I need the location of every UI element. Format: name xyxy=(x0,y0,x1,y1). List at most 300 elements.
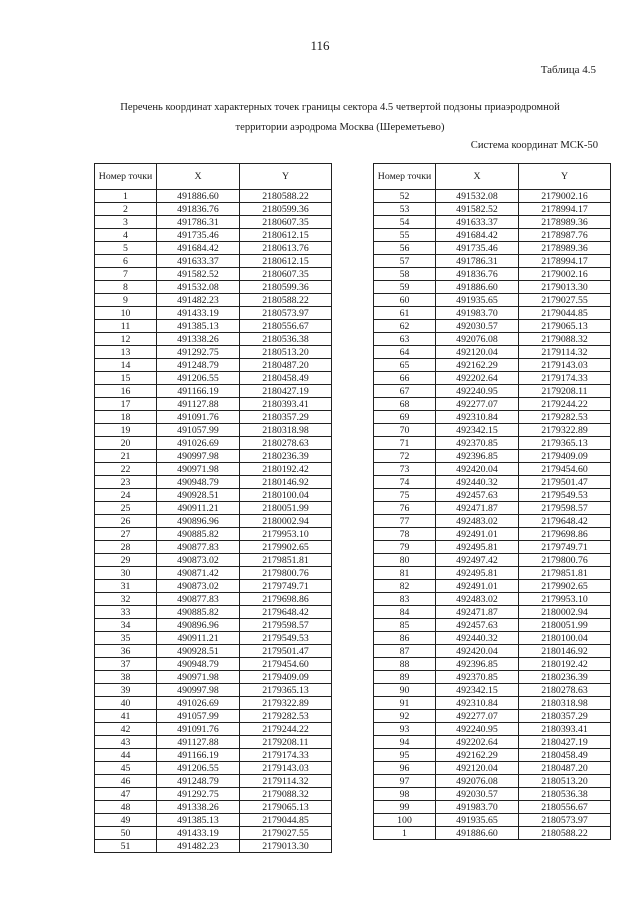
table-row xyxy=(95,333,332,346)
table-row xyxy=(95,801,332,814)
y-coordinate-cell: 2180002.94 xyxy=(519,606,611,619)
point-number-cell: 72 xyxy=(374,450,436,463)
point-number-cell: 66 xyxy=(374,372,436,385)
y-coordinate-cell: 2180427.19 xyxy=(519,736,611,749)
table-row xyxy=(95,372,332,385)
table-row xyxy=(374,463,611,476)
point-number-cell: 100 xyxy=(374,814,436,827)
y-coordinate-cell: 2179749.71 xyxy=(519,541,611,554)
x-coordinate-cell: 491836.76 xyxy=(436,268,519,281)
point-number-cell: 86 xyxy=(374,632,436,645)
table-row xyxy=(374,814,611,827)
y-coordinate-cell: 2180536.38 xyxy=(519,788,611,801)
y-coordinate-cell: 2180192.42 xyxy=(240,463,332,476)
table-row xyxy=(95,437,332,450)
point-number-cell: 54 xyxy=(374,216,436,229)
table-row xyxy=(374,398,611,411)
point-number-cell: 27 xyxy=(95,528,157,541)
x-coordinate-cell: 492030.57 xyxy=(436,320,519,333)
y-coordinate-cell: 2179027.55 xyxy=(240,827,332,840)
table-row xyxy=(374,281,611,294)
table-row xyxy=(374,203,611,216)
y-coordinate-cell: 2180357.29 xyxy=(519,710,611,723)
table-row xyxy=(95,281,332,294)
y-coordinate-cell: 2179114.32 xyxy=(519,346,611,359)
y-coordinate-cell: 2179648.42 xyxy=(240,606,332,619)
table-row xyxy=(374,554,611,567)
point-number-cell: 52 xyxy=(374,190,436,203)
point-number-cell: 89 xyxy=(374,671,436,684)
x-coordinate-cell: 491166.19 xyxy=(157,385,240,398)
point-number-cell: 65 xyxy=(374,359,436,372)
y-coordinate-cell: 2180051.99 xyxy=(240,502,332,515)
point-number-cell: 4 xyxy=(95,229,157,242)
x-coordinate-cell: 492370.85 xyxy=(436,671,519,684)
table-row xyxy=(374,671,611,684)
table-row xyxy=(374,268,611,281)
x-coordinate-cell: 491127.88 xyxy=(157,398,240,411)
x-coordinate-cell: 492370.85 xyxy=(436,437,519,450)
x-coordinate-cell: 490948.79 xyxy=(157,658,240,671)
x-coordinate-cell: 492277.07 xyxy=(436,398,519,411)
x-coordinate-cell: 491292.75 xyxy=(157,346,240,359)
y-coordinate-cell: 2179322.89 xyxy=(519,424,611,437)
point-number-cell: 11 xyxy=(95,320,157,333)
x-coordinate-cell: 491935.65 xyxy=(436,814,519,827)
point-number-cell: 98 xyxy=(374,788,436,801)
y-coordinate-cell: 2180100.04 xyxy=(240,489,332,502)
point-number-cell: 33 xyxy=(95,606,157,619)
point-number-cell: 73 xyxy=(374,463,436,476)
x-coordinate-cell: 492420.04 xyxy=(436,463,519,476)
table-row xyxy=(95,762,332,775)
x-coordinate-cell: 492457.63 xyxy=(436,489,519,502)
table-row xyxy=(374,788,611,801)
point-number-cell: 8 xyxy=(95,281,157,294)
point-number-cell: 93 xyxy=(374,723,436,736)
point-number-cell: 13 xyxy=(95,346,157,359)
x-coordinate-cell: 490873.02 xyxy=(157,554,240,567)
x-coordinate-cell: 491248.79 xyxy=(157,359,240,372)
point-number-cell: 55 xyxy=(374,229,436,242)
point-number-cell: 12 xyxy=(95,333,157,346)
x-coordinate-cell: 491338.26 xyxy=(157,801,240,814)
y-coordinate-cell: 2180487.20 xyxy=(519,762,611,775)
table-row xyxy=(95,203,332,216)
x-coordinate-cell: 491684.42 xyxy=(436,229,519,242)
y-coordinate-cell: 2180613.76 xyxy=(240,242,332,255)
point-number-cell: 78 xyxy=(374,528,436,541)
table-row xyxy=(374,697,611,710)
x-coordinate-cell: 491532.08 xyxy=(157,281,240,294)
point-number-cell: 35 xyxy=(95,632,157,645)
y-coordinate-cell: 2179027.55 xyxy=(519,294,611,307)
y-coordinate-cell: 2179549.53 xyxy=(240,632,332,645)
y-coordinate-cell: 2180573.97 xyxy=(519,814,611,827)
x-coordinate-cell: 490873.02 xyxy=(157,580,240,593)
x-coordinate-cell: 492162.29 xyxy=(436,749,519,762)
x-coordinate-cell: 492202.64 xyxy=(436,736,519,749)
table-row xyxy=(95,580,332,593)
x-coordinate-cell: 490877.83 xyxy=(157,593,240,606)
y-coordinate-cell: 2179409.09 xyxy=(519,450,611,463)
point-number-cell: 92 xyxy=(374,710,436,723)
table-row xyxy=(374,580,611,593)
y-coordinate-cell: 2179454.60 xyxy=(519,463,611,476)
point-number-cell: 56 xyxy=(374,242,436,255)
x-coordinate-cell: 491983.70 xyxy=(436,801,519,814)
table-row xyxy=(95,268,332,281)
table-row xyxy=(95,255,332,268)
table-row xyxy=(374,346,611,359)
point-number-cell: 32 xyxy=(95,593,157,606)
point-number-cell: 6 xyxy=(95,255,157,268)
table-label: Таблица 4.5 xyxy=(540,64,596,76)
point-number-cell: 82 xyxy=(374,580,436,593)
point-number-cell: 79 xyxy=(374,541,436,554)
x-coordinate-cell: 492420.04 xyxy=(436,645,519,658)
x-coordinate-cell: 491206.55 xyxy=(157,372,240,385)
x-coordinate-cell: 490896.96 xyxy=(157,619,240,632)
y-coordinate-cell: 2180192.42 xyxy=(519,658,611,671)
x-coordinate-cell: 491886.60 xyxy=(436,827,519,840)
x-coordinate-cell: 491338.26 xyxy=(157,333,240,346)
page-number: 116 xyxy=(310,38,330,53)
table-row xyxy=(374,684,611,697)
point-number-cell: 62 xyxy=(374,320,436,333)
x-coordinate-cell: 491091.76 xyxy=(157,411,240,424)
point-number-cell: 45 xyxy=(95,762,157,775)
y-coordinate-cell: 2179800.76 xyxy=(519,554,611,567)
y-coordinate-cell: 2180607.35 xyxy=(240,268,332,281)
x-coordinate-cell: 491091.76 xyxy=(157,723,240,736)
y-coordinate-cell: 2179851.81 xyxy=(240,554,332,567)
point-number-cell: 25 xyxy=(95,502,157,515)
x-coordinate-cell: 492483.02 xyxy=(436,515,519,528)
table-row xyxy=(95,450,332,463)
table-row xyxy=(374,372,611,385)
table-row xyxy=(95,684,332,697)
point-number-cell: 7 xyxy=(95,268,157,281)
point-number-cell: 18 xyxy=(95,411,157,424)
y-coordinate-cell: 2180513.20 xyxy=(519,775,611,788)
table-row xyxy=(374,632,611,645)
y-coordinate-cell: 2179501.47 xyxy=(240,645,332,658)
x-coordinate-cell: 492120.04 xyxy=(436,346,519,359)
table-row xyxy=(95,476,332,489)
point-number-cell: 41 xyxy=(95,710,157,723)
point-number-cell: 64 xyxy=(374,346,436,359)
table-row xyxy=(374,385,611,398)
coordinate-system-label: Система координат МСК-50 xyxy=(470,140,598,151)
x-coordinate-cell: 491206.55 xyxy=(157,762,240,775)
table-row xyxy=(374,424,611,437)
y-coordinate-cell: 2179143.03 xyxy=(519,359,611,372)
table-row xyxy=(95,827,332,840)
x-coordinate-cell: 492495.81 xyxy=(436,541,519,554)
table-row xyxy=(374,489,611,502)
document-title xyxy=(90,98,590,138)
point-number-cell: 16 xyxy=(95,385,157,398)
x-coordinate-cell: 492491.01 xyxy=(436,528,519,541)
x-coordinate-cell: 491886.60 xyxy=(436,281,519,294)
x-coordinate-cell: 490911.21 xyxy=(157,632,240,645)
table-row xyxy=(95,606,332,619)
header-x: X xyxy=(157,164,240,190)
x-coordinate-cell: 492396.85 xyxy=(436,658,519,671)
title-line-1: Перечень координат характерных точек границы сектора 4.5 четвертой подзоны приаэродромной xyxy=(120,102,560,113)
y-coordinate-cell: 2180393.41 xyxy=(240,398,332,411)
x-coordinate-cell: 492162.29 xyxy=(436,359,519,372)
x-coordinate-cell: 490928.51 xyxy=(157,645,240,658)
table-row xyxy=(95,528,332,541)
x-coordinate-cell: 491532.08 xyxy=(436,190,519,203)
point-number-cell: 74 xyxy=(374,476,436,489)
point-number-cell: 10 xyxy=(95,307,157,320)
point-number-cell: 96 xyxy=(374,762,436,775)
y-coordinate-cell: 2180588.22 xyxy=(519,827,611,840)
table-row xyxy=(95,411,332,424)
x-coordinate-cell: 492342.15 xyxy=(436,684,519,697)
table-row xyxy=(374,541,611,554)
point-number-cell: 87 xyxy=(374,645,436,658)
x-coordinate-cell: 490971.98 xyxy=(157,463,240,476)
point-number-cell: 70 xyxy=(374,424,436,437)
y-coordinate-cell: 2180318.98 xyxy=(519,697,611,710)
point-number-cell: 77 xyxy=(374,515,436,528)
y-coordinate-cell: 2179208.11 xyxy=(519,385,611,398)
y-coordinate-cell: 2179648.42 xyxy=(519,515,611,528)
y-coordinate-cell: 2180236.39 xyxy=(519,671,611,684)
table-row xyxy=(95,229,332,242)
table-row xyxy=(95,697,332,710)
y-coordinate-cell: 2180556.67 xyxy=(240,320,332,333)
header-y: Y xyxy=(519,164,611,190)
x-coordinate-cell: 491983.70 xyxy=(436,307,519,320)
y-coordinate-cell: 2179088.32 xyxy=(519,333,611,346)
table-row xyxy=(95,710,332,723)
y-coordinate-cell: 2180556.67 xyxy=(519,801,611,814)
y-coordinate-cell: 2179902.65 xyxy=(519,580,611,593)
y-coordinate-cell: 2180318.98 xyxy=(240,424,332,437)
point-number-cell: 46 xyxy=(95,775,157,788)
y-coordinate-cell: 2179002.16 xyxy=(519,190,611,203)
x-coordinate-cell: 490997.98 xyxy=(157,684,240,697)
y-coordinate-cell: 2179244.22 xyxy=(519,398,611,411)
x-coordinate-cell: 492440.32 xyxy=(436,476,519,489)
table-row xyxy=(374,190,611,203)
point-number-cell: 22 xyxy=(95,463,157,476)
table-row xyxy=(95,307,332,320)
point-number-cell: 36 xyxy=(95,645,157,658)
table-row xyxy=(374,242,611,255)
point-number-cell: 21 xyxy=(95,450,157,463)
x-coordinate-cell: 491935.65 xyxy=(436,294,519,307)
table-row xyxy=(374,333,611,346)
x-coordinate-cell: 492310.84 xyxy=(436,411,519,424)
point-number-cell: 23 xyxy=(95,476,157,489)
y-coordinate-cell: 2179208.11 xyxy=(240,736,332,749)
table-row xyxy=(374,567,611,580)
table-row xyxy=(374,658,611,671)
point-number-cell: 57 xyxy=(374,255,436,268)
y-coordinate-cell: 2179365.13 xyxy=(240,684,332,697)
table-row xyxy=(95,424,332,437)
table-row xyxy=(374,593,611,606)
point-number-cell: 38 xyxy=(95,671,157,684)
table-row xyxy=(95,645,332,658)
point-number-cell: 61 xyxy=(374,307,436,320)
table-row xyxy=(374,294,611,307)
y-coordinate-cell: 2180458.49 xyxy=(519,749,611,762)
point-number-cell: 19 xyxy=(95,424,157,437)
point-number-cell: 71 xyxy=(374,437,436,450)
x-coordinate-cell: 492342.15 xyxy=(436,424,519,437)
y-coordinate-cell: 2179282.53 xyxy=(240,710,332,723)
point-number-cell: 47 xyxy=(95,788,157,801)
x-coordinate-cell: 491248.79 xyxy=(157,775,240,788)
table-row xyxy=(95,502,332,515)
point-number-cell: 9 xyxy=(95,294,157,307)
table-row xyxy=(374,762,611,775)
table-row xyxy=(95,840,332,853)
table-row xyxy=(95,619,332,632)
point-number-cell: 1 xyxy=(95,190,157,203)
table-row xyxy=(374,827,611,840)
x-coordinate-cell: 491057.99 xyxy=(157,710,240,723)
header-point-number: Номер точки xyxy=(95,164,157,190)
x-coordinate-cell: 491482.23 xyxy=(157,840,240,853)
table-row xyxy=(95,398,332,411)
y-coordinate-cell: 2179114.32 xyxy=(240,775,332,788)
y-coordinate-cell: 2178989.36 xyxy=(519,242,611,255)
point-number-cell: 1 xyxy=(374,827,436,840)
y-coordinate-cell: 2180236.39 xyxy=(240,450,332,463)
x-coordinate-cell: 490885.82 xyxy=(157,606,240,619)
table-row xyxy=(374,476,611,489)
x-coordinate-cell: 492471.87 xyxy=(436,502,519,515)
table-row xyxy=(374,645,611,658)
y-coordinate-cell: 2179851.81 xyxy=(519,567,611,580)
x-coordinate-cell: 490877.83 xyxy=(157,541,240,554)
table-header-row xyxy=(95,164,332,190)
x-coordinate-cell: 490997.98 xyxy=(157,450,240,463)
table-row xyxy=(95,489,332,502)
table-row xyxy=(374,437,611,450)
y-coordinate-cell: 2180357.29 xyxy=(240,411,332,424)
y-coordinate-cell: 2180487.20 xyxy=(240,359,332,372)
y-coordinate-cell: 2179174.33 xyxy=(240,749,332,762)
y-coordinate-cell: 2180607.35 xyxy=(240,216,332,229)
x-coordinate-cell: 492471.87 xyxy=(436,606,519,619)
x-coordinate-cell: 492483.02 xyxy=(436,593,519,606)
x-coordinate-cell: 492030.57 xyxy=(436,788,519,801)
point-number-cell: 31 xyxy=(95,580,157,593)
y-coordinate-cell: 2179013.30 xyxy=(240,840,332,853)
x-coordinate-cell: 492076.08 xyxy=(436,775,519,788)
y-coordinate-cell: 2180599.36 xyxy=(240,281,332,294)
y-coordinate-cell: 2179698.86 xyxy=(519,528,611,541)
y-coordinate-cell: 2179454.60 xyxy=(240,658,332,671)
point-number-cell: 91 xyxy=(374,697,436,710)
table-row xyxy=(95,723,332,736)
table-row xyxy=(95,775,332,788)
y-coordinate-cell: 2180146.92 xyxy=(519,645,611,658)
x-coordinate-cell: 491786.31 xyxy=(157,216,240,229)
table-row xyxy=(95,593,332,606)
point-number-cell: 84 xyxy=(374,606,436,619)
y-coordinate-cell: 2179013.30 xyxy=(519,281,611,294)
table-row xyxy=(374,606,611,619)
table-row xyxy=(374,307,611,320)
point-number-cell: 48 xyxy=(95,801,157,814)
x-coordinate-cell: 491127.88 xyxy=(157,736,240,749)
y-coordinate-cell: 2179244.22 xyxy=(240,723,332,736)
point-number-cell: 3 xyxy=(95,216,157,229)
point-number-cell: 20 xyxy=(95,437,157,450)
x-coordinate-cell: 490885.82 xyxy=(157,528,240,541)
point-number-cell: 85 xyxy=(374,619,436,632)
y-coordinate-cell: 2178989.36 xyxy=(519,216,611,229)
y-coordinate-cell: 2179698.86 xyxy=(240,593,332,606)
x-coordinate-cell: 490871.42 xyxy=(157,567,240,580)
table-row xyxy=(374,801,611,814)
point-number-cell: 49 xyxy=(95,814,157,827)
x-coordinate-cell: 490948.79 xyxy=(157,476,240,489)
y-coordinate-cell: 2179549.53 xyxy=(519,489,611,502)
point-number-cell: 67 xyxy=(374,385,436,398)
point-number-cell: 80 xyxy=(374,554,436,567)
point-number-cell: 24 xyxy=(95,489,157,502)
table-row xyxy=(374,359,611,372)
table-row xyxy=(95,554,332,567)
point-number-cell: 50 xyxy=(95,827,157,840)
x-coordinate-cell: 492457.63 xyxy=(436,619,519,632)
table-row xyxy=(374,710,611,723)
x-coordinate-cell: 492202.64 xyxy=(436,372,519,385)
y-coordinate-cell: 2178994.17 xyxy=(519,255,611,268)
point-number-cell: 75 xyxy=(374,489,436,502)
point-number-cell: 15 xyxy=(95,372,157,385)
y-coordinate-cell: 2179065.13 xyxy=(519,320,611,333)
y-coordinate-cell: 2180573.97 xyxy=(240,307,332,320)
point-number-cell: 43 xyxy=(95,736,157,749)
y-coordinate-cell: 2180588.22 xyxy=(240,294,332,307)
x-coordinate-cell: 490911.21 xyxy=(157,502,240,515)
table-row xyxy=(95,658,332,671)
table-row xyxy=(95,463,332,476)
table-row xyxy=(374,216,611,229)
y-coordinate-cell: 2180612.15 xyxy=(240,229,332,242)
point-number-cell: 83 xyxy=(374,593,436,606)
x-coordinate-cell: 492277.07 xyxy=(436,710,519,723)
point-number-cell: 58 xyxy=(374,268,436,281)
x-coordinate-cell: 491166.19 xyxy=(157,749,240,762)
table-row xyxy=(95,541,332,554)
y-coordinate-cell: 2180588.22 xyxy=(240,190,332,203)
point-number-cell: 63 xyxy=(374,333,436,346)
y-coordinate-cell: 2179365.13 xyxy=(519,437,611,450)
table-row xyxy=(95,294,332,307)
x-coordinate-cell: 491886.60 xyxy=(157,190,240,203)
x-coordinate-cell: 492310.84 xyxy=(436,697,519,710)
x-coordinate-cell: 492120.04 xyxy=(436,762,519,775)
point-number-cell: 94 xyxy=(374,736,436,749)
point-number-cell: 88 xyxy=(374,658,436,671)
x-coordinate-cell: 491735.46 xyxy=(436,242,519,255)
point-number-cell: 99 xyxy=(374,801,436,814)
x-coordinate-cell: 491633.37 xyxy=(436,216,519,229)
